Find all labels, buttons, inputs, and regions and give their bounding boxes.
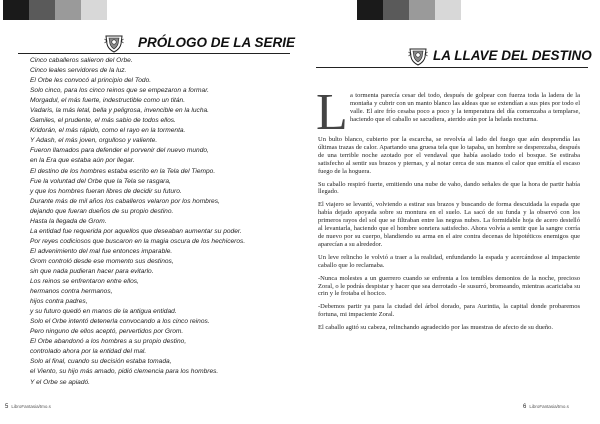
poem-line: el Viento, su hijo más amado, pidió clemencia para los hombres. — [30, 368, 219, 376]
story-paragraph: Su caballo respiró fuerte, emitiendo una nube de vaho, dando señales de que la hora de partir había llegado. — [318, 180, 580, 196]
footer-label: LibroFantasia/tmo.s — [11, 404, 51, 409]
poem-line: Solo cinco, para los cinco reinos que se empezaron a formar. — [30, 87, 209, 95]
poem-line: El destino de los hombres estaba escrito en la Tela del Tiempo. — [30, 167, 216, 175]
poem-line: El Orbe abandonó a los hombres a su propio destino, — [30, 338, 187, 346]
poem-line: La entidad fue requerida por aquellos que deseaban aumentar su poder. — [30, 227, 242, 235]
poem-line: hijos contra padres, — [30, 298, 88, 306]
poem-line: sin que nada pudieran hacer para evitarlo. — [30, 267, 154, 275]
color-swatch-bar-left — [3, 0, 107, 20]
poem-line: Grom controló desde ese momento sus destinos, — [30, 257, 174, 265]
poem-line: Hasta la llegada de Grom. — [30, 217, 107, 225]
swatch-light-gray — [81, 0, 107, 20]
poem-line: en la Era que estaba aún por llegar. — [30, 157, 135, 165]
poem-line: y que los hombres fueran libres de decidir su futuro. — [30, 187, 182, 195]
poem-line: Los reinos se enfrentaron entre ellos, — [30, 278, 139, 286]
swatch-black — [3, 0, 29, 20]
poem-line: Gamiles, el prudente, el más sabio de todos ellos. — [30, 117, 176, 125]
crest-emblem-icon — [104, 33, 124, 53]
poem-line: dejando que fueran dueños de su propio destino. — [30, 207, 174, 215]
poem-line: Fue la voluntad del Orbe que la Tela se rasgara, — [30, 177, 171, 185]
poem-line: El advenimiento del mal fue entonces imparable. — [30, 247, 173, 255]
poem-line: controlado ahora por la entidad del mal. — [30, 348, 147, 356]
page-footer-left — [5, 404, 51, 410]
poem-line: Y Adash, el más joven, orgulloso y valiente. — [30, 137, 158, 145]
story-paragraph: El caballo agitó su cabeza, relinchando agradecido por las muestras de afecto de su dueño. — [318, 324, 553, 332]
poem-line: Pero ninguno de ellos aceptó, pervertidos por Grom. — [30, 328, 184, 336]
chapter-text — [318, 92, 580, 337]
swatch-dark-gray — [29, 0, 55, 20]
title-divider — [316, 67, 588, 68]
crest-emblem-icon — [408, 46, 428, 66]
swatch-black — [357, 0, 383, 20]
color-swatch-bar-right — [357, 0, 461, 20]
page-number: 6 — [523, 404, 527, 410]
swatch-gray — [55, 0, 81, 20]
page-footer-right — [523, 404, 569, 410]
footer-label: LibroFantasia/tmo.s — [529, 404, 569, 409]
story-paragraph: -Debemos partir ya para la ciudad del árbol dorado, para Aurintia, la capital donde probaremos fortuna, mi impaciente Zoral. — [318, 303, 580, 319]
swatch-light-gray — [435, 0, 461, 20]
page-number: 5 — [5, 404, 9, 410]
story-paragraph: El viajero se levantó, volviendo a estirar sus brazos y buscando de forma descuidada la espada que había dejado apoyada sobre su montura en el suelo. La sacó de su funda y la observó con los primeros rayos del sol que se filtraban entre las negras nubes. La formidable hoja de acero destelló al levantarla, haciendo que el hombre sonriera satisfecho. Ahora volvía a sentir que la sangre corría de nuevo por su cuerpo, blandiendo su arma en el aire contra decenas de hipotéticos enemigos que aparecían a su alrededor. — [318, 201, 580, 248]
title-divider — [18, 53, 290, 54]
poem-line: Solo el Orbe intentó detenerla convocando a los cinco reinos. — [30, 318, 210, 326]
poem-line: Fueron llamados para defender el porvenir del nuevo mundo, — [30, 147, 209, 155]
poem-line: Vadaris, la más letal, bella y peligrosa, invencible en la lucha. — [30, 107, 209, 115]
swatch-dark-gray — [383, 0, 409, 20]
poem-line: Morgadul, el más fuerte, indestructible como un titán. — [30, 97, 186, 105]
poem-line: Kridorán, el más rápido, como el rayo en la tormenta. — [30, 127, 186, 135]
story-paragraph: Un leve relincho le volvió a traer a la realidad, enfundando la espada y acercándose al impaciente caballo que lo reclamaba. — [318, 253, 580, 269]
poem-line: y su futuro quedó en manos de la antigua entidad. — [30, 308, 177, 316]
story-paragraph: -Nunca molestes a un guerrero cuando se enfrenta a los temibles demonios de la noche, precioso Zoral, o le podrás despistar y hacer que sea derrotado -le susurró, bromeando, mientras acariciaba su crin y le frotaba el hocico. — [318, 274, 580, 298]
drop-cap: L — [316, 84, 348, 141]
poem-line: Cinco caballeros salieron del Orbe. — [30, 57, 133, 64]
poem-text — [30, 56, 292, 388]
poem-line: hermanos contra hermanos, — [30, 288, 113, 296]
swatch-gray — [409, 0, 435, 20]
poem-line: El Orbe les convocó al principio del Todo. — [30, 77, 152, 85]
page-title: PRÓLOGO DE LA SERIE — [138, 35, 296, 50]
poem-line: Por reyes codiciosos que buscaron en la magia oscura de los hechiceros. — [30, 237, 246, 245]
poem-line: Y el Orbe se apiadó. — [30, 378, 90, 386]
poem-line: Cinco leales servidores de la luz. — [30, 67, 127, 75]
story-paragraph: Un bulto blanco, cubierto por la escarcha, se revolvía al lado del fuego que aún desprendía las últimas trazas de calor. Apartando una gruesa tela que lo tapaba, un hombre se desperezaba, después de una terrible noche azotado por el vendaval que había asolado todo el bosque. Se estiraba satisfecho al sentir sus brazos y piernas, y al notar cerca de sus manos el calor que emitía el escaso fuego de la hoguera. — [318, 136, 580, 175]
page-title: LA LLAVE DEL DESTINO — [433, 48, 592, 63]
poem-line: Durante más de mil años los caballeros velaron por los hombres, — [30, 197, 220, 205]
poem-line: Solo al final, cuando su decisión estaba tomada, — [30, 358, 172, 366]
story-paragraph: a tormenta parecía cesar del todo, después de golpear con fuerza toda la ladera de la montaña y cubrir con un manto blanco las aldeas que se extendían a sus pies por todo el valle. El aire frío cesaba poco a poco y la temperatura del día comenzaba a templarse, haciendo que el caballo se sacudiera, aterido aún por la helada nocturna. — [350, 92, 580, 123]
